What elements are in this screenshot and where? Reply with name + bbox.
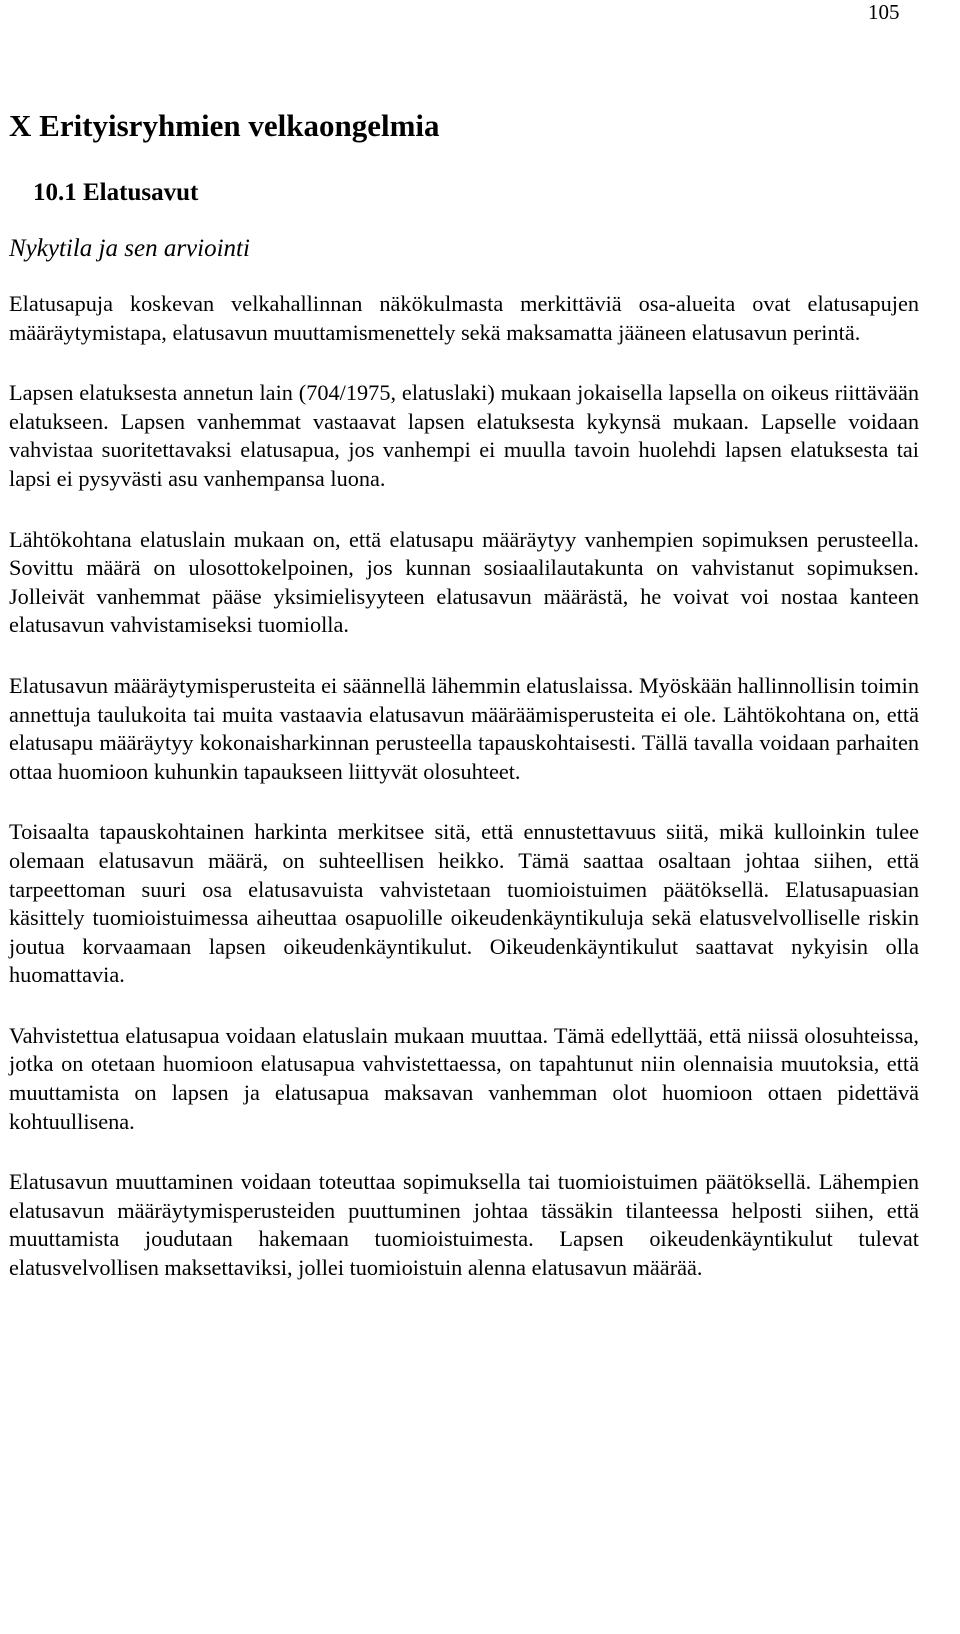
- subsection-title: Nykytila ja sen arviointi: [9, 235, 250, 262]
- section-title: 10.1 Elatusavut: [33, 179, 199, 206]
- chapter-title: X Erityisryhmien velkaongelmia: [9, 108, 440, 143]
- paragraph: Vahvistettua elatusapua voidaan elatuslain mukaan muuttaa. Tämä edellyttää, että niissä olosuhteissa, jotka on otetaan huomioon elatusapua vahvistettaessa, on tapahtunut niin olennaisia muutoksia, että muuttamista on lapsen ja elatusapua maksavan vanhemman olot huomioon ottaen pidettävä kohtuullisena.: [9, 1022, 919, 1134]
- page-number: 105: [868, 0, 900, 24]
- paragraph: Lähtökohtana elatuslain mukaan on, että elatusapu määräytyy vanhempien sopimuksen perusteella. Sovittu määrä on ulosottokelpoinen, jos kunnan sosiaalilautakunta on vahvistanut sopimuksen. Jolleivät vanhemmat pääse yksimielisyyteen elatusavun määrästä, he voivat voi nostaa kanteen elatusavun vahvistamiseksi tuomiolla.: [9, 526, 919, 638]
- paragraph: Elatusavun muuttaminen voidaan toteuttaa sopimuksella tai tuomioistuimen päätöksellä. Lähempien elatusavun määräytymisperusteiden puuttuminen johtaa tässäkin tilanteessa helposti siihen, että muuttamista joudutaan hakemaan tuomioistuimesta. Lapsen oikeudenkäyntikulut tulevat elatusvelvollisen maksettaviksi, jollei tuomioistuin alenna elatusavun määrää.: [9, 1169, 919, 1281]
- paragraph: Lapsen elatuksesta annetun lain (704/1975, elatuslaki) mukaan jokaisella lapsella on oikeus riittävään elatukseen. Lapsen vanhemmat vastaavat lapsen elatuksesta kykynsä mukaan. Lapselle voidaan vahvistaa suoritettavaksi elatusapua, jos vanhempi ei muulla tavoin huolehdi lapsen elatuksesta tai lapsi ei pysyvästi asu vanhempansa luona.: [9, 380, 919, 491]
- paragraph: Elatusavun määräytymisperusteita ei säännellä lähemmin elatuslaissa. Myöskään hallinnollisin toimin annettuja taulukoita tai muita vastaavia elatusavun määräämisperusteita ei ole. Lähtökohtana on, että elatusapu määräytyy kokonaisharkinnan perusteella tapauskohtaisesti. Tällä tavalla voidaan parhaiten ottaa huomioon kuhunkin tapaukseen liittyvät olosuhteet.: [9, 672, 919, 784]
- paragraph: Toisaalta tapauskohtainen harkinta merkitsee sitä, että ennustettavuus siitä, mikä kulloinkin tulee olemaan elatusavun määrä, on suhteellisen heikko. Tämä saattaa osaltaan johtaa siihen, että tarpeettoman suuri osa elatusavuista vahvistetaan tuomioistuimen päätöksellä. Elatusapuasian käsittely tuomioistuimessa aiheuttaa osapuolille oikeudenkäyntikuluja sekä elatusvelvolliselle riskin joutua korvaamaan lapsen oikeudenkäyntikulut. Oikeudenkäyntikulut saattavat nykyisin olla huomattavia.: [9, 819, 919, 988]
- body-text: [9, 290, 919, 1315]
- paragraph: Elatusapuja koskevan velkahallinnan näkökulmasta merkittäviä osa-alueita ovat elatusapujen määräytymistapa, elatusavun muuttamismenettely sekä maksamatta jääneen elatusavun perintä.: [9, 291, 919, 345]
